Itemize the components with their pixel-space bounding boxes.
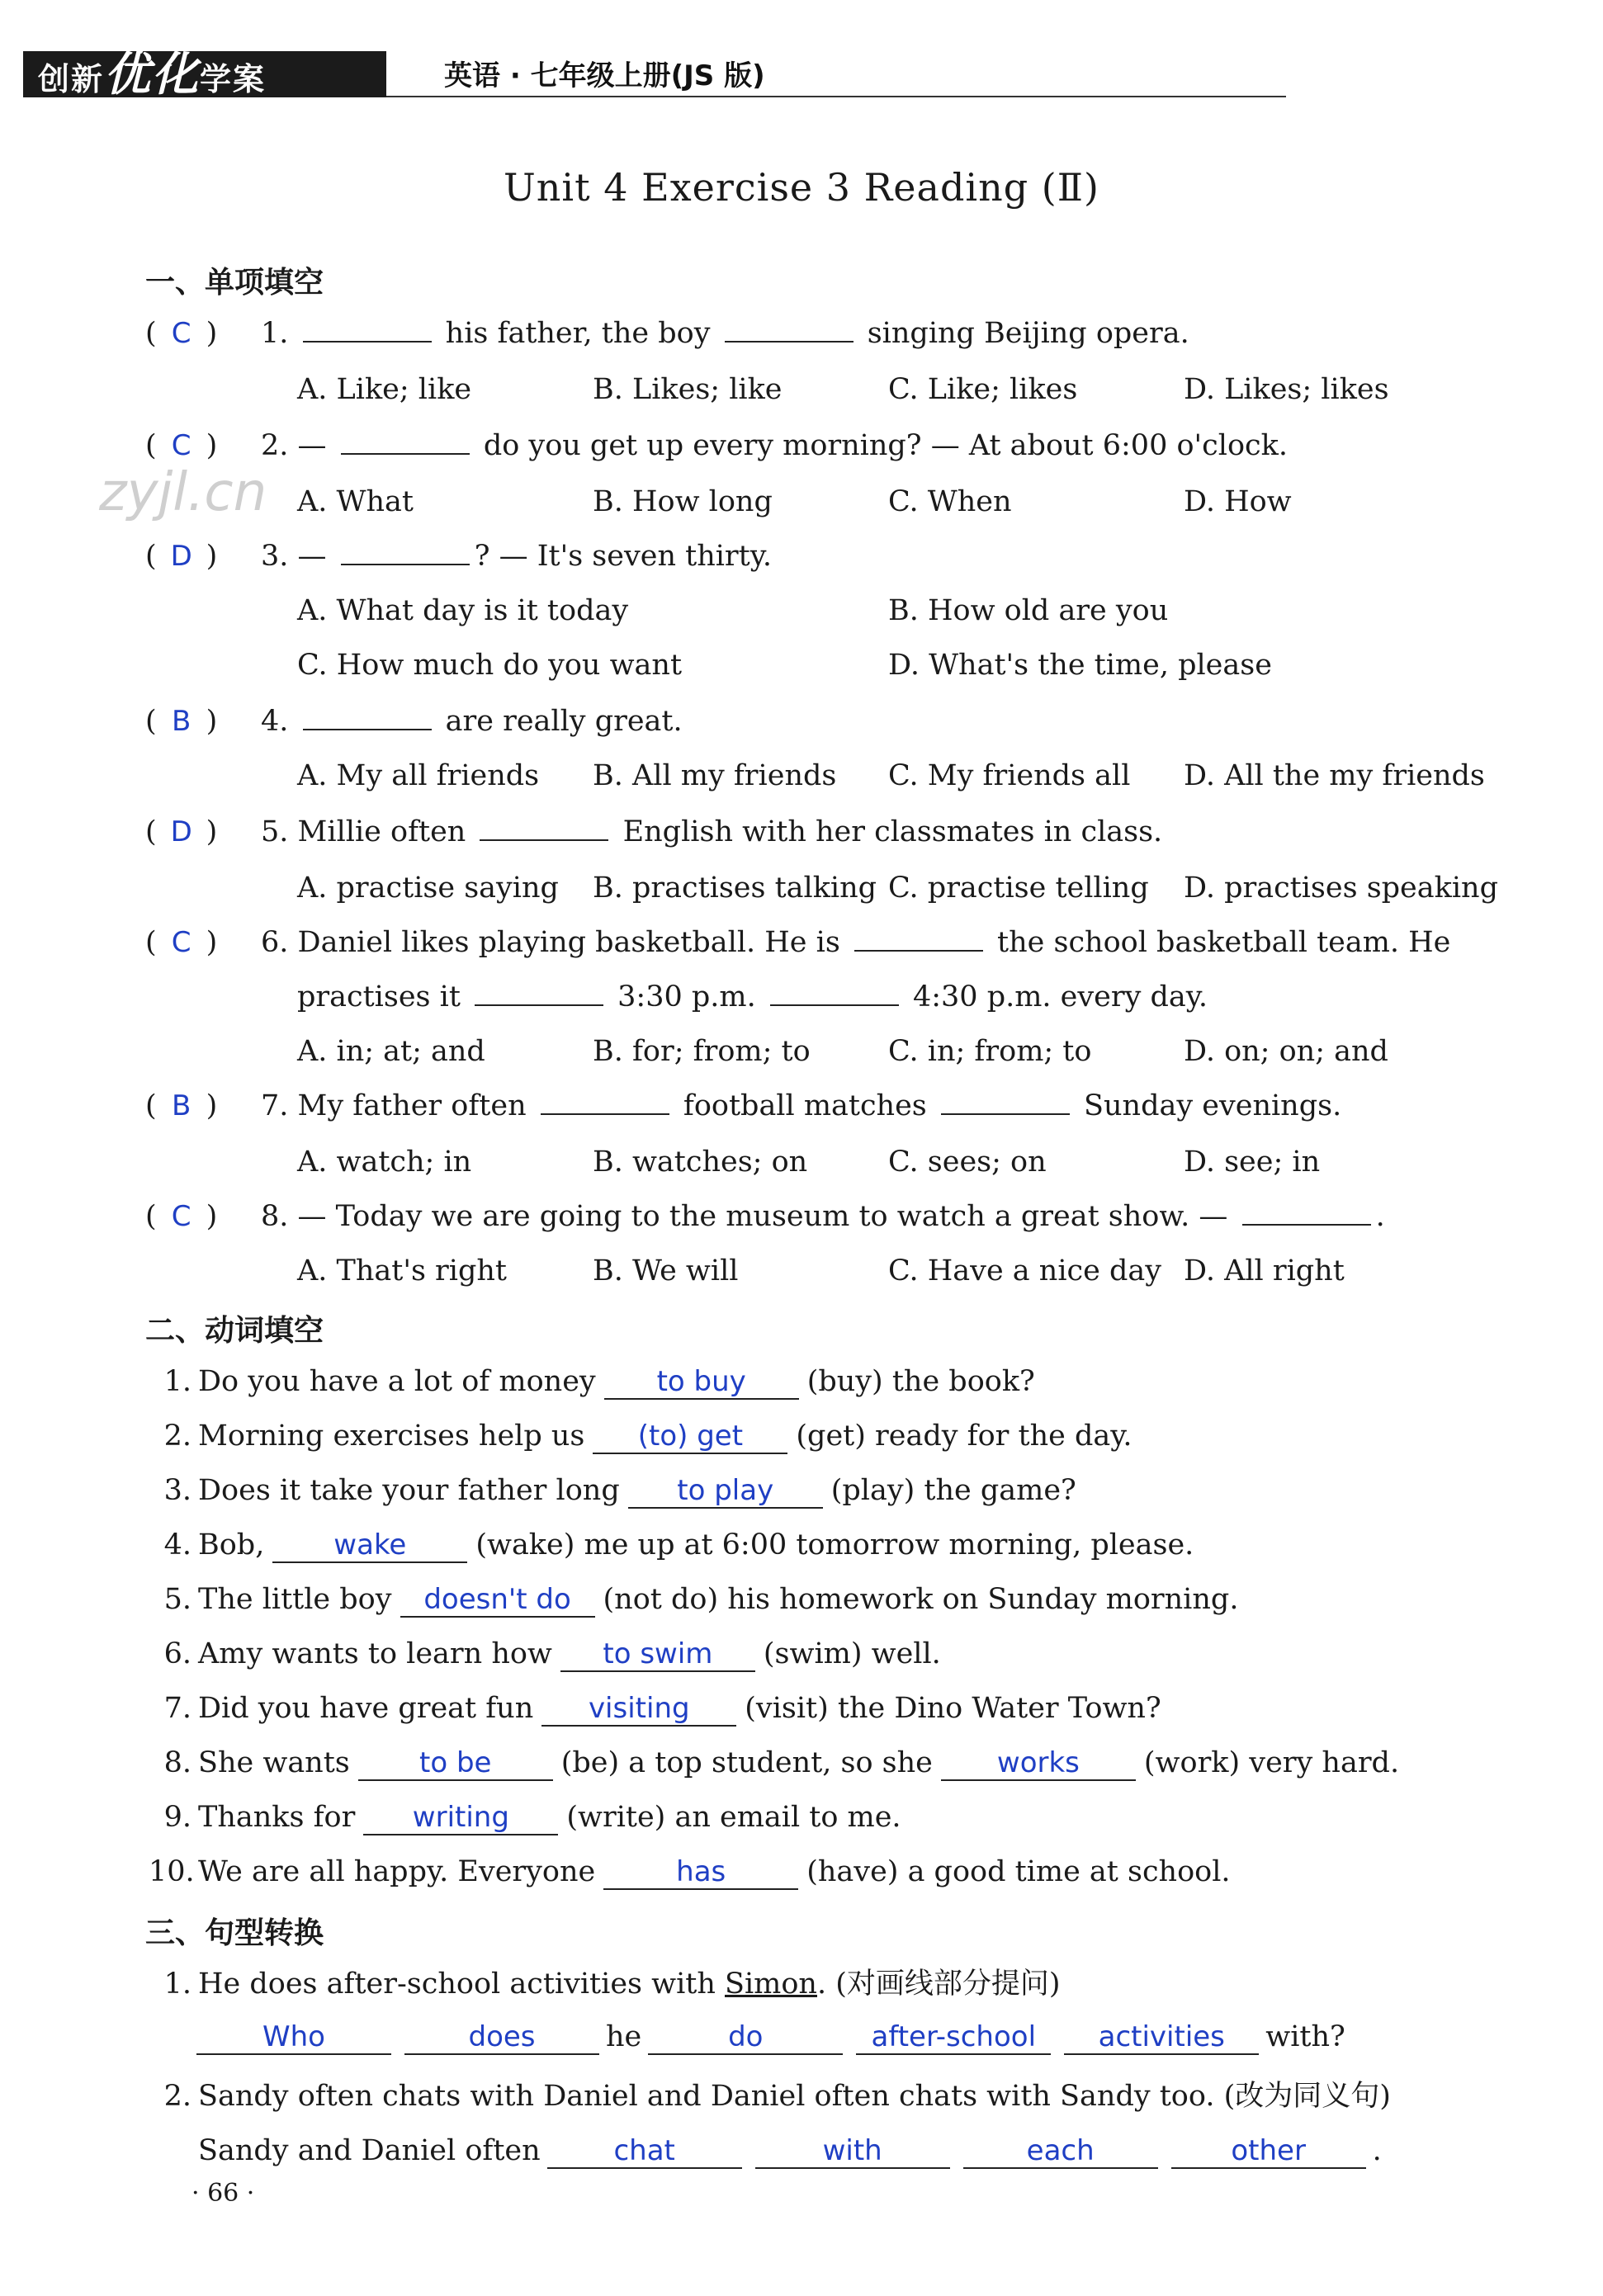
question-text: football matches (674, 1089, 936, 1122)
item-text: Amy wants to learn how (198, 1637, 552, 1670)
answer-fill: has (603, 1855, 798, 1890)
answer-fill: to play (628, 1474, 823, 1509)
question-text: practises it (297, 980, 470, 1013)
mc-question-1 (145, 310, 1189, 357)
question-text: ? — It's seven thirty. (474, 540, 772, 573)
item-number: 4. (163, 1528, 192, 1561)
brand-logo (38, 48, 267, 102)
item-text: . (对画线部分提问) (816, 1968, 1061, 2001)
item-text: (be) a top student, so she (560, 1746, 933, 1779)
question-text: do you get up every morning? — At about 6:00 o'clock. (474, 429, 1288, 462)
answer-fill: to swim (560, 1637, 755, 1672)
blank (303, 316, 432, 343)
page-title: Unit 4 Exercise 3 Reading (Ⅱ) (504, 165, 1099, 210)
answer-paren: ( D ) (145, 533, 261, 579)
item-text: The little boy (198, 1583, 392, 1616)
answer-paren: ( C ) (145, 919, 261, 966)
answer-paren: ( C ) (145, 423, 261, 469)
question-text: his father, the boy (436, 317, 720, 350)
item-number: 7. (163, 1692, 192, 1725)
brand-text-a: 创新 (38, 61, 105, 97)
option: D. practises speaking (1184, 872, 1498, 905)
option: B. watches; on (593, 1146, 808, 1179)
item-text: Did you have great fun (198, 1692, 534, 1725)
answer-paren: ( D ) (145, 809, 261, 855)
answer-letter: C (171, 317, 192, 350)
question-text: singing Beijing opera. (858, 317, 1189, 350)
verb-item-3 (149, 1467, 1076, 1514)
option: C. Have a nice day (888, 1254, 1161, 1287)
question-text: Daniel likes playing basketball. He is (297, 926, 849, 959)
answer-paren: ( C ) (145, 1193, 261, 1240)
option: D. on; on; and (1184, 1035, 1388, 1068)
option: A. watch; in (297, 1146, 472, 1179)
item-number: 10. (149, 1855, 195, 1888)
verb-item-9 (149, 1794, 901, 1840)
option: D. What's the time, please (888, 649, 1272, 682)
option: C. Like; likes (888, 373, 1078, 406)
header-rule (386, 96, 1286, 97)
answer-fill: other (1171, 2134, 1366, 2169)
option: A. That's right (297, 1254, 507, 1287)
question-6-line-2 (297, 974, 1208, 1020)
answer-fill: do (648, 2020, 843, 2055)
item-number: 1. (163, 1968, 192, 2001)
section-heading-1: 一、单项填空 (145, 266, 324, 300)
answer-fill: activities (1064, 2020, 1259, 2055)
question-text: My father often (297, 1089, 536, 1122)
answer-fill: each (963, 2134, 1158, 2169)
mc-question-5 (145, 809, 1162, 855)
option: C. How much do you want (297, 649, 683, 682)
item-number: 8. (163, 1746, 192, 1779)
answer-fill: after-school (856, 2020, 1051, 2055)
transform-item-1 (149, 1961, 1061, 2007)
option: D. All the my friends (1184, 759, 1485, 792)
question-text: 3:30 p.m. (608, 980, 765, 1013)
item-text: Sandy often chats with Daniel and Daniel often chats with Sandy too. (改为同义句) (198, 2080, 1391, 2113)
option: D. All right (1184, 1254, 1345, 1287)
blank (541, 1089, 669, 1115)
item-number: 5. (163, 1583, 192, 1616)
question-text: — (297, 429, 336, 462)
answer-paren: ( B ) (145, 698, 261, 744)
book-subtitle: 英语 · 七年级上册(JS 版) (444, 59, 765, 92)
blank (941, 1089, 1070, 1115)
answer-letter: B (171, 1089, 192, 1122)
item-text: (swim) well. (763, 1637, 941, 1670)
answer-letter: B (171, 705, 192, 738)
page-header (23, 48, 1261, 102)
question-number: 3. (261, 540, 289, 573)
brand-text-b: 优化 (104, 48, 201, 102)
answer-fill: writing (363, 1801, 558, 1835)
answer-fill: visiting (541, 1692, 736, 1727)
question-text: English with her classmates in class. (613, 815, 1163, 848)
option: B. practises talking (593, 872, 877, 905)
blank (1242, 1199, 1371, 1226)
answer-letter: C (171, 1200, 192, 1233)
option: B. All my friends (593, 759, 837, 792)
item-number: 9. (163, 1801, 192, 1834)
question-number: 4. (261, 705, 289, 738)
option: C. My friends all (888, 759, 1131, 792)
item-text: Thanks for (198, 1801, 356, 1834)
option: B. Likes; like (593, 373, 783, 406)
answer-letter: C (171, 926, 192, 959)
brand-text-c: 学案 (200, 61, 267, 97)
item-text: with? (1265, 2020, 1345, 2053)
item-number: 2. (163, 2080, 192, 2113)
answer-paren: ( B ) (145, 1083, 261, 1129)
item-text: We are all happy. Everyone (198, 1855, 596, 1888)
item-text: He does after-school activities with (198, 1968, 725, 2001)
mc-question-4 (145, 698, 683, 744)
item-text: he (606, 2020, 642, 2053)
page-number: · 66 · (192, 2179, 255, 2208)
option: B. for; from; to (593, 1035, 811, 1068)
item-text: (have) a good time at school. (806, 1855, 1231, 1888)
verb-item-1 (149, 1358, 1035, 1405)
verb-item-4 (149, 1522, 1194, 1568)
mc-question-6 (145, 919, 1450, 966)
item-text: (play) the game? (830, 1474, 1076, 1507)
option: C. practise telling (888, 872, 1149, 905)
item-text: (buy) the book? (806, 1365, 1035, 1398)
answer-fill: chat (547, 2134, 742, 2169)
answer-letter: D (170, 540, 192, 573)
transform-item-2 (149, 2073, 1391, 2119)
blank (341, 428, 470, 455)
item-number: 1. (163, 1365, 192, 1398)
verb-item-2 (149, 1413, 1132, 1459)
blank (725, 316, 854, 343)
item-text: (get) ready for the day. (796, 1420, 1133, 1453)
item-text: (wake) me up at 6:00 tomorrow morning, please. (475, 1528, 1194, 1561)
item-text: Morning exercises help us (198, 1420, 585, 1453)
option: C. sees; on (888, 1146, 1047, 1179)
answer-fill: doesn't do (400, 1583, 595, 1618)
question-text: 4:30 p.m. every day. (903, 980, 1208, 1013)
question-number: 7. (261, 1089, 289, 1122)
verb-item-6 (149, 1631, 941, 1677)
item-text: Do you have a lot of money (198, 1365, 596, 1398)
blank (341, 539, 470, 565)
question-text: are really great. (436, 705, 683, 738)
option: D. see; in (1184, 1146, 1321, 1179)
mc-question-8 (145, 1193, 1385, 1240)
answer-fill: Who (196, 2020, 391, 2055)
option: A. practise saying (297, 872, 559, 905)
answer-paren: ( C ) (145, 310, 261, 357)
option: B. How old are you (888, 594, 1169, 627)
item-number: 2. (163, 1420, 192, 1453)
item-text: Bob, (198, 1528, 265, 1561)
question-text: Millie often (297, 815, 475, 848)
question-number: 8. (261, 1200, 289, 1233)
transform-answer-1 (196, 2014, 1345, 2060)
blank (480, 815, 608, 841)
verb-item-8 (149, 1740, 1399, 1786)
question-number: 6. (261, 926, 289, 959)
question-text: — Today we are going to the museum to watch a great show. — (297, 1200, 1237, 1233)
option: A. in; at; and (297, 1035, 485, 1068)
item-text: (visit) the Dino Water Town? (745, 1692, 1161, 1725)
section-heading-3: 三、句型转换 (145, 1916, 324, 1950)
watermark: zyjl.cn (99, 462, 267, 523)
question-number: 2. (261, 429, 289, 462)
option: B. How long (593, 485, 773, 518)
item-text: (write) an email to me. (566, 1801, 901, 1834)
option: A. What (297, 485, 414, 518)
item-text: . (1372, 2134, 1382, 2167)
option: A. What day is it today (297, 594, 629, 627)
question-number: 5. (261, 815, 289, 848)
mc-question-3 (145, 533, 772, 579)
transform-answer-2 (198, 2128, 1382, 2174)
verb-item-7 (149, 1685, 1161, 1731)
item-text: She wants (198, 1746, 350, 1779)
option: B. We will (593, 1254, 739, 1287)
item-text: Does it take your father long (198, 1474, 620, 1507)
answer-fill: does (404, 2020, 599, 2055)
option: D. Likes; likes (1184, 373, 1389, 406)
answer-letter: D (170, 815, 192, 848)
question-number: 1. (261, 317, 289, 350)
question-text: Sunday evenings. (1074, 1089, 1342, 1122)
option: C. When (888, 485, 1012, 518)
answer-fill: to be (358, 1746, 553, 1781)
section-heading-2: 二、动词填空 (145, 1314, 324, 1348)
blank (854, 925, 983, 952)
item-text: (work) very hard. (1143, 1746, 1400, 1779)
answer-fill: (to) get (593, 1420, 787, 1454)
item-number: 6. (163, 1637, 192, 1670)
answer-fill: with (755, 2134, 950, 2169)
option: A. Like; like (297, 373, 472, 406)
mc-question-7 (145, 1083, 1341, 1129)
option: D. How (1184, 485, 1292, 518)
answer-letter: C (171, 429, 192, 462)
item-text: (not do) his homework on Sunday morning. (603, 1583, 1239, 1616)
answer-fill: wake (272, 1528, 467, 1563)
verb-item-10 (149, 1849, 1231, 1895)
option: A. My all friends (297, 759, 540, 792)
answer-fill: to buy (604, 1365, 799, 1400)
answer-fill: works (941, 1746, 1136, 1781)
underlined-word: Simon (725, 1968, 817, 2001)
question-text: the school basketball team. He (987, 926, 1451, 959)
mc-question-2 (145, 423, 1288, 469)
item-number: 3. (163, 1474, 192, 1507)
verb-item-5 (149, 1576, 1238, 1623)
question-text: — (297, 540, 336, 573)
item-text: Sandy and Daniel often (198, 2134, 541, 2167)
blank (475, 980, 603, 1006)
blank (303, 704, 432, 730)
option: C. in; from; to (888, 1035, 1092, 1068)
question-text: . (1375, 1200, 1385, 1233)
blank (770, 980, 899, 1006)
